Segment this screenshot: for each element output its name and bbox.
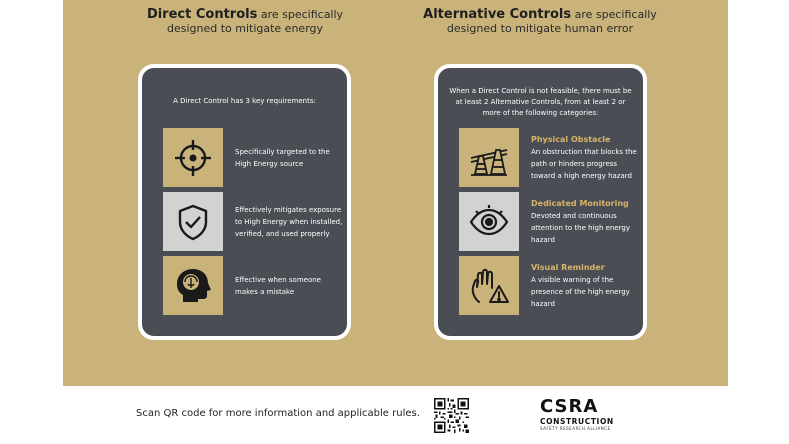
eye-icon: [459, 192, 519, 251]
logo-subtitle: CONSTRUCTION: [540, 417, 614, 426]
direct-controls-title: Direct Controls: [146, 7, 258, 22]
qr-code[interactable]: [434, 398, 469, 433]
alternative-controls-card: [434, 64, 647, 340]
category-text: [531, 192, 641, 251]
shield-check-icon: [163, 192, 223, 251]
category-description: An obstruction that blocks the path or hinders progress toward a high energy hazard: [531, 147, 637, 180]
category-title: Visual Reminder: [531, 262, 605, 272]
category-row-dedicated-monitoring: [459, 192, 639, 252]
requirement-text: Effectively mitigates exposure to High Energy when installed, verified, and used properly: [235, 205, 343, 238]
category-title: Dedicated Monitoring: [531, 198, 629, 208]
category-text: [531, 256, 641, 315]
brain-head-icon: [163, 256, 223, 315]
category-row-visual-reminder: [459, 256, 639, 316]
alternative-controls-heading: Alternative Controls are specifically designed to mitigate human error: [423, 7, 657, 35]
requirement-row-mistake: [163, 256, 343, 316]
logo-mark: CSRA: [540, 396, 599, 417]
alternative-controls-title: Alternative Controls: [423, 7, 572, 22]
category-title: Physical Obstacle: [531, 134, 611, 144]
direct-controls-card: [138, 64, 351, 340]
direct-controls-heading: Direct Controls are specifically designed to mitigate energy: [146, 7, 344, 35]
traffic-cones-icon: [459, 128, 519, 187]
alternative-controls-intro: When a Direct Control is not feasible, there must be at least 2 Alternative Controls, from at least 2 or more of the following categories:: [449, 87, 632, 117]
scan-qr-caption: Scan QR code for more information and applicable rules.: [136, 408, 420, 419]
requirement-row-mitigates: [163, 192, 343, 252]
category-description: Devoted and continuous attention to the high energy hazard: [531, 211, 630, 244]
category-row-physical-obstacle: [459, 128, 639, 188]
category-description: A visible warning of the presence of the high energy hazard: [531, 275, 630, 308]
crosshair-icon: [163, 128, 223, 187]
logo-tagline: SAFETY RESEARCH ALLIANCE: [540, 426, 611, 431]
csra-logo: [540, 398, 628, 436]
direct-controls-intro: A Direct Control has 3 key requirements:: [173, 97, 316, 105]
category-text: [531, 128, 641, 187]
hand-warning-icon: [459, 256, 519, 315]
requirement-text: Specifically targeted to the High Energy source: [235, 147, 330, 168]
requirement-row-targeted: [163, 128, 343, 188]
requirement-text: Effective when someone makes a mistake: [235, 275, 321, 296]
